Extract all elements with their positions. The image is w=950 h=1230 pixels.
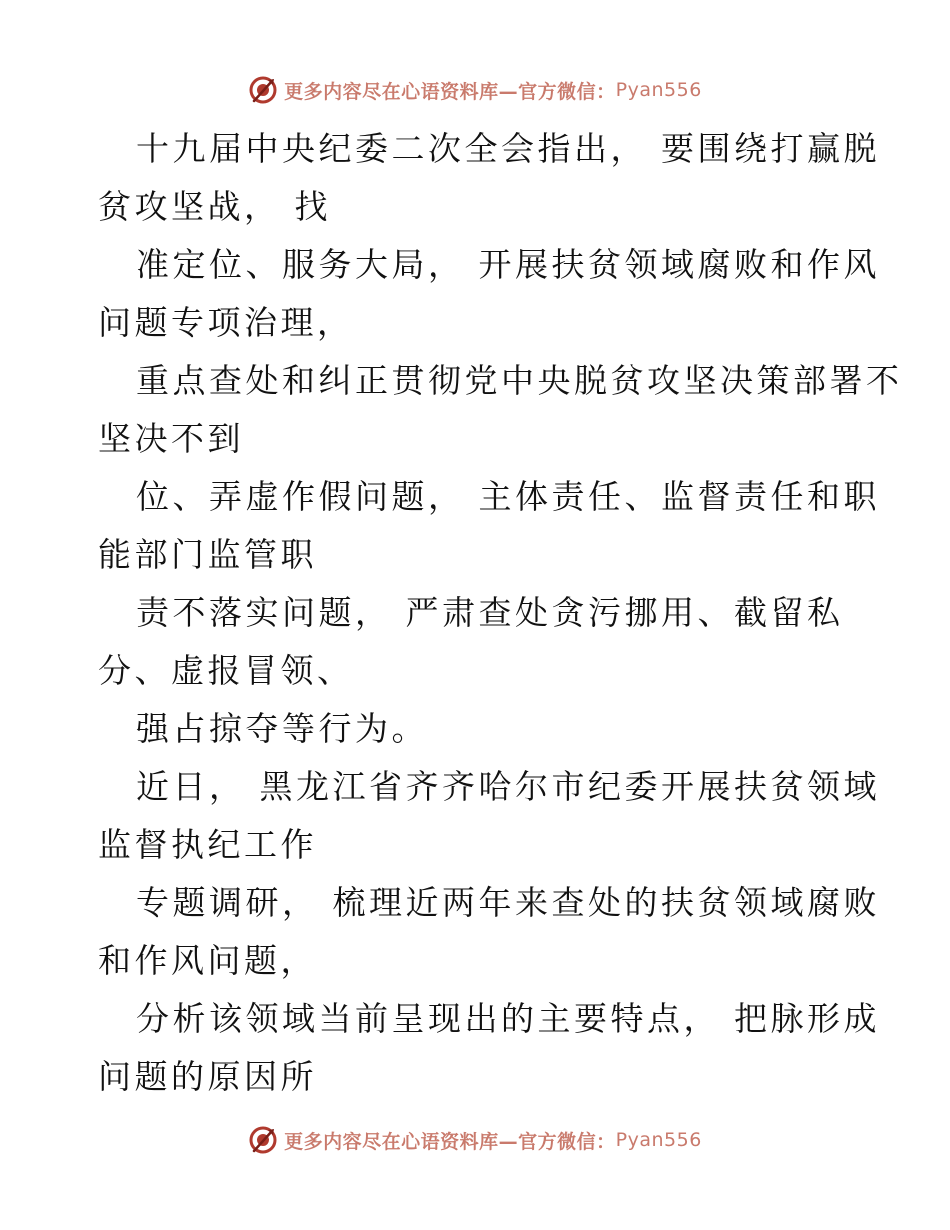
body-line: 问题的原因所: [98, 1057, 317, 1096]
footer-banner: [0, 1120, 950, 1160]
body-line: 分、虚报冒领、: [98, 651, 354, 690]
body-line: 能部门监管职: [98, 535, 317, 574]
body-line: 十九届中央纪委二次全会指出， 要围绕打赢脱: [136, 129, 880, 168]
body-line: 问题专项治理，: [98, 303, 354, 342]
body-line: 分析该领域当前呈现出的主要特点， 把脉形成: [136, 999, 880, 1038]
document-body: [98, 120, 903, 1106]
footer-banner-wechat-id: Pyan556: [615, 1129, 702, 1151]
quill-logo-icon: [248, 1125, 278, 1155]
body-line: 准定位、服务大局， 开展扶贫领域腐败和作风: [136, 245, 880, 284]
body-line: 贫攻坚战， 找: [98, 187, 331, 226]
body-line: 责不落实问题， 严肃查处贪污挪用、截留私: [136, 593, 844, 632]
body-line: 位、弄虚作假问题， 主体责任、监督责任和职: [136, 477, 880, 516]
header-banner: [0, 70, 950, 110]
body-line: 专题调研， 梳理近两年来查处的扶贫领域腐败: [136, 883, 880, 922]
footer-banner-text: 更多内容尽在心语资料库—官方微信：: [284, 1130, 616, 1153]
header-banner-wechat-id: Pyan556: [615, 79, 702, 101]
body-line: 重点查处和纠正贯彻党中央脱贫攻坚决策部署不: [136, 361, 903, 400]
body-line: 监督执纪工作: [98, 825, 317, 864]
body-line: 坚决不到: [98, 419, 244, 458]
quill-logo-icon: [248, 75, 278, 105]
body-line: 和作风问题，: [98, 941, 317, 980]
body-line: 强占掠夺等行为。: [136, 709, 428, 748]
header-banner-text: 更多内容尽在心语资料库—官方微信：: [284, 80, 616, 103]
body-line: 近日， 黑龙江省齐齐哈尔市纪委开展扶贫领域: [136, 767, 880, 806]
